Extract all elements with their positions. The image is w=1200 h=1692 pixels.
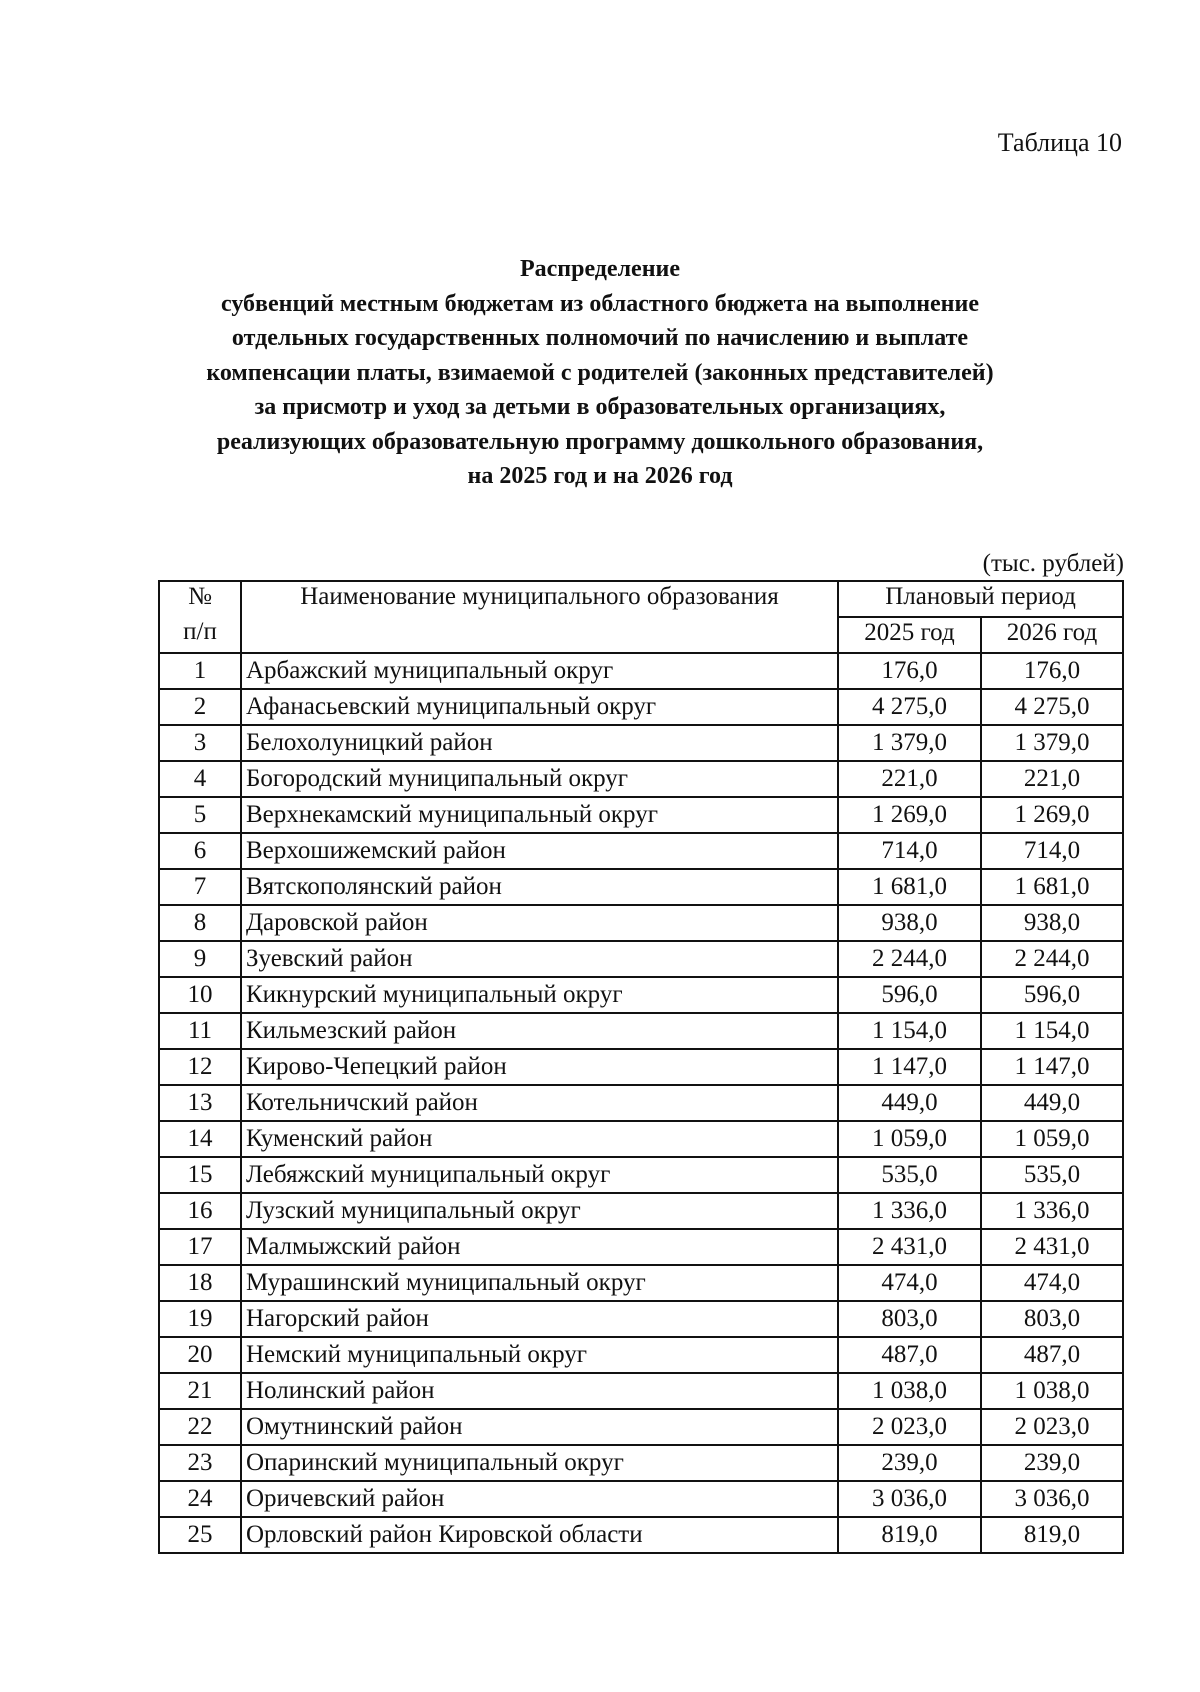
row-number: 3 xyxy=(159,725,241,761)
table-row xyxy=(159,869,1123,905)
municipality-name: Кильмезский район xyxy=(241,1013,838,1049)
title-line: реализующих образовательную программу дошкольного образования, xyxy=(216,428,984,455)
table-row xyxy=(159,905,1123,941)
value-2026: 449,0 xyxy=(981,1085,1123,1121)
municipality-name: Нагорский район xyxy=(241,1301,838,1337)
row-number: 19 xyxy=(159,1301,241,1337)
row-number: 7 xyxy=(159,869,241,905)
municipality-name: Кикнурский муниципальный округ xyxy=(241,977,838,1013)
municipality-name: Котельничский район xyxy=(241,1085,838,1121)
value-2025: 1 681,0 xyxy=(838,869,981,905)
row-number: 4 xyxy=(159,761,241,797)
row-number: 21 xyxy=(159,1373,241,1409)
table-row xyxy=(159,1373,1123,1409)
value-2026: 938,0 xyxy=(981,905,1123,941)
table-row xyxy=(159,797,1123,833)
table-row xyxy=(159,1229,1123,1265)
municipality-name: Богородский муниципальный округ xyxy=(241,761,838,797)
value-2026: 221,0 xyxy=(981,761,1123,797)
row-number: 5 xyxy=(159,797,241,833)
value-2025: 239,0 xyxy=(838,1445,981,1481)
value-2025: 1 147,0 xyxy=(838,1049,981,1085)
subvention-table xyxy=(158,580,1124,1554)
table-row xyxy=(159,833,1123,869)
value-2026: 239,0 xyxy=(981,1445,1123,1481)
row-number: 16 xyxy=(159,1193,241,1229)
units-label: (тыс. рублей) xyxy=(982,550,1124,577)
table-row xyxy=(159,977,1123,1013)
value-2025: 3 036,0 xyxy=(838,1481,981,1517)
value-2026: 1 154,0 xyxy=(981,1013,1123,1049)
table-row xyxy=(159,1049,1123,1085)
municipality-name: Орловский район Кировской области xyxy=(241,1517,838,1553)
value-2025: 221,0 xyxy=(838,761,981,797)
table-row xyxy=(159,1157,1123,1193)
value-2025: 4 275,0 xyxy=(838,689,981,725)
table-row xyxy=(159,1517,1123,1553)
municipality-name: Афанасьевский муниципальный округ xyxy=(241,689,838,725)
table-row xyxy=(159,1481,1123,1517)
value-2026: 487,0 xyxy=(981,1337,1123,1373)
row-number: 10 xyxy=(159,977,241,1013)
header-num-sub: п/п xyxy=(159,617,241,653)
value-2025: 449,0 xyxy=(838,1085,981,1121)
value-2025: 1 059,0 xyxy=(838,1121,981,1157)
municipality-name: Омутнинский район xyxy=(241,1409,838,1445)
table-row xyxy=(159,653,1123,689)
title-line: за присмотр и уход за детьми в образовательных организациях, xyxy=(254,394,946,420)
value-2026: 2 244,0 xyxy=(981,941,1123,977)
municipality-name: Верхошижемский район xyxy=(241,833,838,869)
row-number: 14 xyxy=(159,1121,241,1157)
row-number: 25 xyxy=(159,1517,241,1553)
value-2026: 1 379,0 xyxy=(981,725,1123,761)
value-2025: 1 336,0 xyxy=(838,1193,981,1229)
row-number: 20 xyxy=(159,1337,241,1373)
row-number: 1 xyxy=(159,653,241,689)
value-2026: 535,0 xyxy=(981,1157,1123,1193)
header-name-blank xyxy=(241,617,838,653)
value-2025: 819,0 xyxy=(838,1517,981,1553)
value-2026: 1 059,0 xyxy=(981,1121,1123,1157)
municipality-name: Нолинский район xyxy=(241,1373,838,1409)
value-2025: 1 269,0 xyxy=(838,797,981,833)
table-number-label: Таблица 10 xyxy=(997,128,1122,157)
municipality-name: Белохолуницкий район xyxy=(241,725,838,761)
value-2025: 1 154,0 xyxy=(838,1013,981,1049)
value-2025: 176,0 xyxy=(838,653,981,689)
municipality-name: Мурашинский муниципальный округ xyxy=(241,1265,838,1301)
municipality-name: Даровской район xyxy=(241,905,838,941)
value-2025: 596,0 xyxy=(838,977,981,1013)
row-number: 6 xyxy=(159,833,241,869)
municipality-name: Немский муниципальный округ xyxy=(241,1337,838,1373)
header-name: Наименование муниципального образования xyxy=(241,581,838,617)
table-row xyxy=(159,1085,1123,1121)
municipality-name: Верхнекамский муниципальный округ xyxy=(241,797,838,833)
value-2025: 1 038,0 xyxy=(838,1373,981,1409)
row-number: 13 xyxy=(159,1085,241,1121)
value-2025: 487,0 xyxy=(838,1337,981,1373)
municipality-name: Арбажский муниципальный округ xyxy=(241,653,838,689)
municipality-name: Вятскополянский район xyxy=(241,869,838,905)
table-row xyxy=(159,1445,1123,1481)
value-2026: 596,0 xyxy=(981,977,1123,1013)
municipality-name: Опаринский муниципальный округ xyxy=(241,1445,838,1481)
value-2026: 2 023,0 xyxy=(981,1409,1123,1445)
value-2026: 474,0 xyxy=(981,1265,1123,1301)
value-2025: 2 023,0 xyxy=(838,1409,981,1445)
title-line: компенсации платы, взимаемой с родителей (законных представителей) xyxy=(206,359,994,386)
value-2025: 2 431,0 xyxy=(838,1229,981,1265)
municipality-name: Оричевский район xyxy=(241,1481,838,1517)
value-2026: 2 431,0 xyxy=(981,1229,1123,1265)
municipality-name: Зуевский район xyxy=(241,941,838,977)
title-heading: Распределение xyxy=(519,256,681,282)
value-2026: 1 269,0 xyxy=(981,797,1123,833)
value-2025: 1 379,0 xyxy=(838,725,981,761)
row-number: 23 xyxy=(159,1445,241,1481)
table-row xyxy=(159,1013,1123,1049)
header-year-2025: 2025 год xyxy=(838,617,981,653)
value-2025: 803,0 xyxy=(838,1301,981,1337)
value-2026: 714,0 xyxy=(981,833,1123,869)
table-row xyxy=(159,1409,1123,1445)
table-row xyxy=(159,725,1123,761)
value-2025: 535,0 xyxy=(838,1157,981,1193)
value-2026: 1 336,0 xyxy=(981,1193,1123,1229)
value-2026: 1 038,0 xyxy=(981,1373,1123,1409)
row-number: 9 xyxy=(159,941,241,977)
value-2026: 176,0 xyxy=(981,653,1123,689)
value-2026: 1 147,0 xyxy=(981,1049,1123,1085)
table-row xyxy=(159,941,1123,977)
table-body xyxy=(159,653,1123,1553)
municipality-name: Куменский район xyxy=(241,1121,838,1157)
value-2026: 4 275,0 xyxy=(981,689,1123,725)
header-period: Плановый период xyxy=(838,581,1123,617)
municipality-name: Лебяжский муниципальный округ xyxy=(241,1157,838,1193)
value-2026: 803,0 xyxy=(981,1301,1123,1337)
row-number: 12 xyxy=(159,1049,241,1085)
header-year-2026: 2026 год xyxy=(981,617,1123,653)
value-2025: 474,0 xyxy=(838,1265,981,1301)
value-2025: 714,0 xyxy=(838,833,981,869)
row-number: 8 xyxy=(159,905,241,941)
table-row xyxy=(159,1193,1123,1229)
row-number: 2 xyxy=(159,689,241,725)
municipality-name: Лузский муниципальный округ xyxy=(241,1193,838,1229)
value-2025: 938,0 xyxy=(838,905,981,941)
header-num: № xyxy=(159,581,241,617)
row-number: 22 xyxy=(159,1409,241,1445)
row-number: 15 xyxy=(159,1157,241,1193)
municipality-name: Малмыжский район xyxy=(241,1229,838,1265)
row-number: 17 xyxy=(159,1229,241,1265)
title-line: отдельных государственных полномочий по начислению и выплате xyxy=(231,325,969,351)
value-2026: 819,0 xyxy=(981,1517,1123,1553)
title-line: субвенций местным бюджетам из областного бюджета на выполнение xyxy=(220,290,979,317)
table-row xyxy=(159,1301,1123,1337)
row-number: 18 xyxy=(159,1265,241,1301)
value-2025: 2 244,0 xyxy=(838,941,981,977)
table-row xyxy=(159,689,1123,725)
document-title xyxy=(100,252,1100,494)
table-row xyxy=(159,1121,1123,1157)
value-2026: 1 681,0 xyxy=(981,869,1123,905)
row-number: 24 xyxy=(159,1481,241,1517)
table-row xyxy=(159,1265,1123,1301)
title-line: на 2025 год и на 2026 год xyxy=(467,463,733,489)
table-row xyxy=(159,1337,1123,1373)
table-row xyxy=(159,761,1123,797)
municipality-name: Кирово-Чепецкий район xyxy=(241,1049,838,1085)
row-number: 11 xyxy=(159,1013,241,1049)
value-2026: 3 036,0 xyxy=(981,1481,1123,1517)
